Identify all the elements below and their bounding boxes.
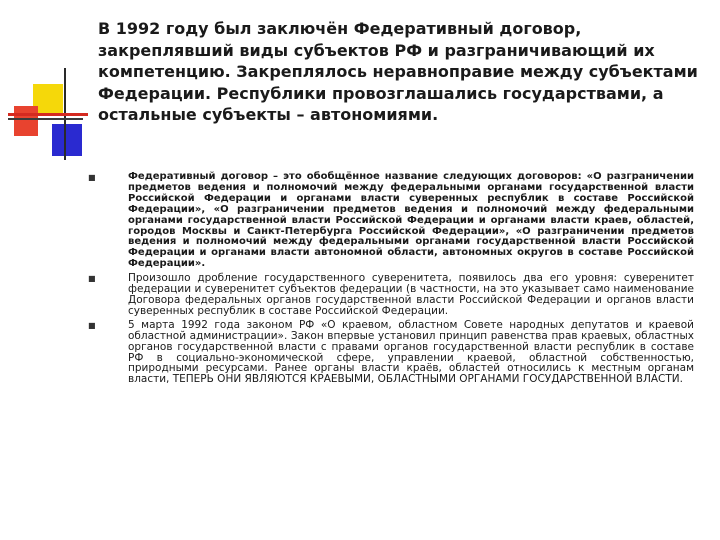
red-square [14, 106, 38, 136]
list-item [88, 320, 694, 385]
slide-title: В 1992 году был заключён Федеративный договор, закреплявший виды субъектов РФ и разграничивающий их компетенцию. Закреплялось неравноправие между субъектами Федерации. Республики провозглашались государствами, а остальные субъекты – автономиями. [98, 19, 698, 124]
bullet-list [88, 172, 694, 388]
list-item-text: Федеративный договор – это обобщённое название следующих договоров: «О разграничении предметов ведения и полномочий между федеральными органами государственной власти Российской Федерации и органами власти суверенных республик в составе Российской Федерации», «О разграничении предметов ведения и полномочий между федеральными органами государственной власти Российской Федерации и органами власти краев, областей, городов Москвы и Санкт-Петербурга Российской Федерации», «О разграничении предметов ведения и полномочий между федеральными органами государственной власти Российской Федерации и органами власти автономной области, автономных округов в составе Российской Федерации». [128, 171, 694, 270]
list-item [88, 172, 694, 270]
dark-horizontal-rule [8, 118, 83, 120]
list-item-text: 5 марта 1992 года законом РФ «О краевом, областном Совете народных депутатов и краевой областной администрации». Закон впервые установил принцип равенства прав краевых, областных органов государственной власти с правами органов государственной власти республик в составе РФ в социально-экономической сфере, управлении краевой, областной собственностью, природными ресурсами. Ранее органы власти краёв, областей относились к местным органам власти, ТЕПЕРЬ ОНИ ЯВЛЯЮТСЯ КРАЕВЫМИ, ОБЛАСТНЫМИ ОРГАНАМИ ГОСУДАРСТВЕННОЙ ВЛАСТИ. [128, 318, 694, 386]
decorative-blocks [0, 0, 100, 170]
bullet-square-icon: ■ [88, 274, 96, 284]
blue-square [52, 124, 82, 156]
red-horizontal-rule [8, 113, 88, 116]
bullet-square-icon: ■ [88, 173, 96, 182]
list-item [88, 273, 694, 317]
bullet-square-icon: ■ [88, 320, 96, 330]
list-item-text: Произошло дробление государственного суверенитета, появилось два его уровня: суверенитет федерации и суверенитет субъектов федерации (в частности, на это указывает само наименование Договора федеральных органов государственной власти Российской Федерации и органов власти суверенных республик в составе Российской Федерации. [128, 272, 694, 317]
